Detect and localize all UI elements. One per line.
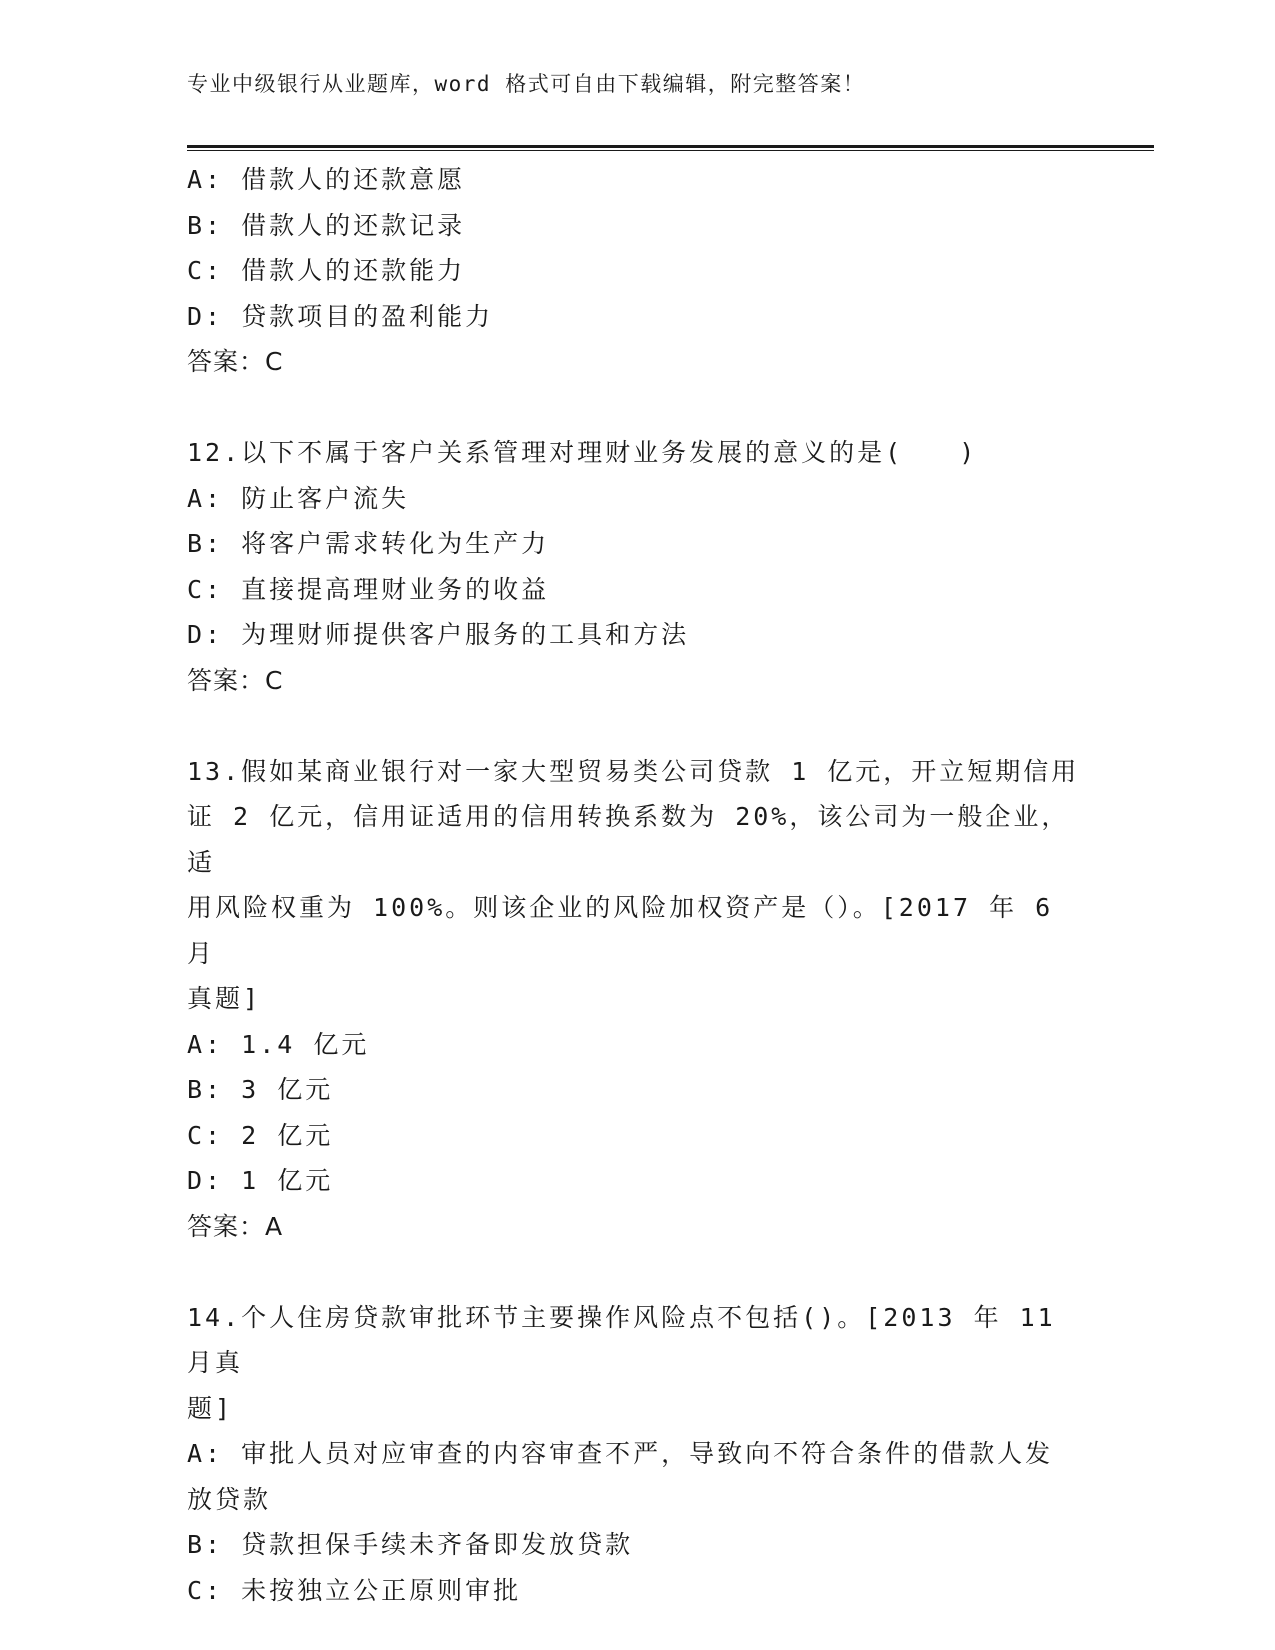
option-b: B: 3 亿元: [187, 1075, 334, 1104]
option-a: A: 审批人员对应审查的内容审查不严，导致向不符合条件的借款人发: [187, 1439, 1054, 1468]
header-divider: [187, 145, 1154, 151]
option-c: C: 未按独立公正原则审批: [187, 1575, 522, 1605]
option-a: A: 防止客户流失: [187, 483, 410, 513]
option-c: C: 直接提高理财业务的收益: [187, 574, 550, 604]
answer-line: 答案：C: [187, 665, 284, 695]
spacer: [187, 385, 1087, 431]
question-stem-line: 13.假如某商业银行对一家大型贸易类公司贷款 1 亿元，开立短期信用: [187, 756, 1080, 786]
spacer: [187, 1249, 1087, 1295]
option-d: D: 为理财师提供客户服务的工具和方法: [187, 620, 690, 649]
question-14: [187, 1295, 1087, 1614]
question-stem-line: 用风险权重为 100%。则该企业的风险加权资产是（）。[2017 年 6 月: [187, 893, 1072, 968]
option-c: C: 2 亿元: [187, 1120, 334, 1150]
option-d: D: 1 亿元: [187, 1166, 334, 1195]
question-stem-line: 14.个人住房贷款审批环节主要操作风险点不包括()。[2013 年 11 月真: [187, 1302, 1074, 1377]
spacer: [187, 703, 1087, 749]
option-b: B: 贷款担保手续未齐备即发放贷款: [187, 1530, 634, 1559]
answer-line: 答案：C: [187, 347, 284, 376]
previous-question-block: [187, 157, 1087, 385]
question-13: [187, 749, 1087, 1250]
option-d: D: 贷款项目的盈利能力: [187, 301, 494, 331]
option-a: A: 借款人的还款意愿: [187, 165, 466, 194]
option-b: B: 将客户需求转化为生产力: [187, 529, 550, 558]
option-c: C: 借款人的还款能力: [187, 256, 466, 285]
question-stem-line: 真题]: [187, 984, 262, 1013]
question-stem: 12.以下不属于客户关系管理对理财业务发展的意义的是( ): [187, 438, 978, 467]
question-content: [187, 157, 1087, 1613]
answer-line: 答案：A: [187, 1211, 284, 1241]
question-12: [187, 430, 1087, 703]
option-a: A: 1.4 亿元: [187, 1029, 370, 1059]
option-b: B: 借款人的还款记录: [187, 210, 466, 240]
option-a-continued: 放贷款: [187, 1484, 272, 1514]
page-header: 专业中级银行从业题库，word 格式可自由下载编辑，附完整答案！: [187, 72, 866, 96]
question-stem-line: 证 2 亿元，信用证适用的信用转换系数为 20%，该公司为一般企业，适: [187, 802, 1070, 877]
question-stem-line: 题]: [187, 1393, 234, 1423]
